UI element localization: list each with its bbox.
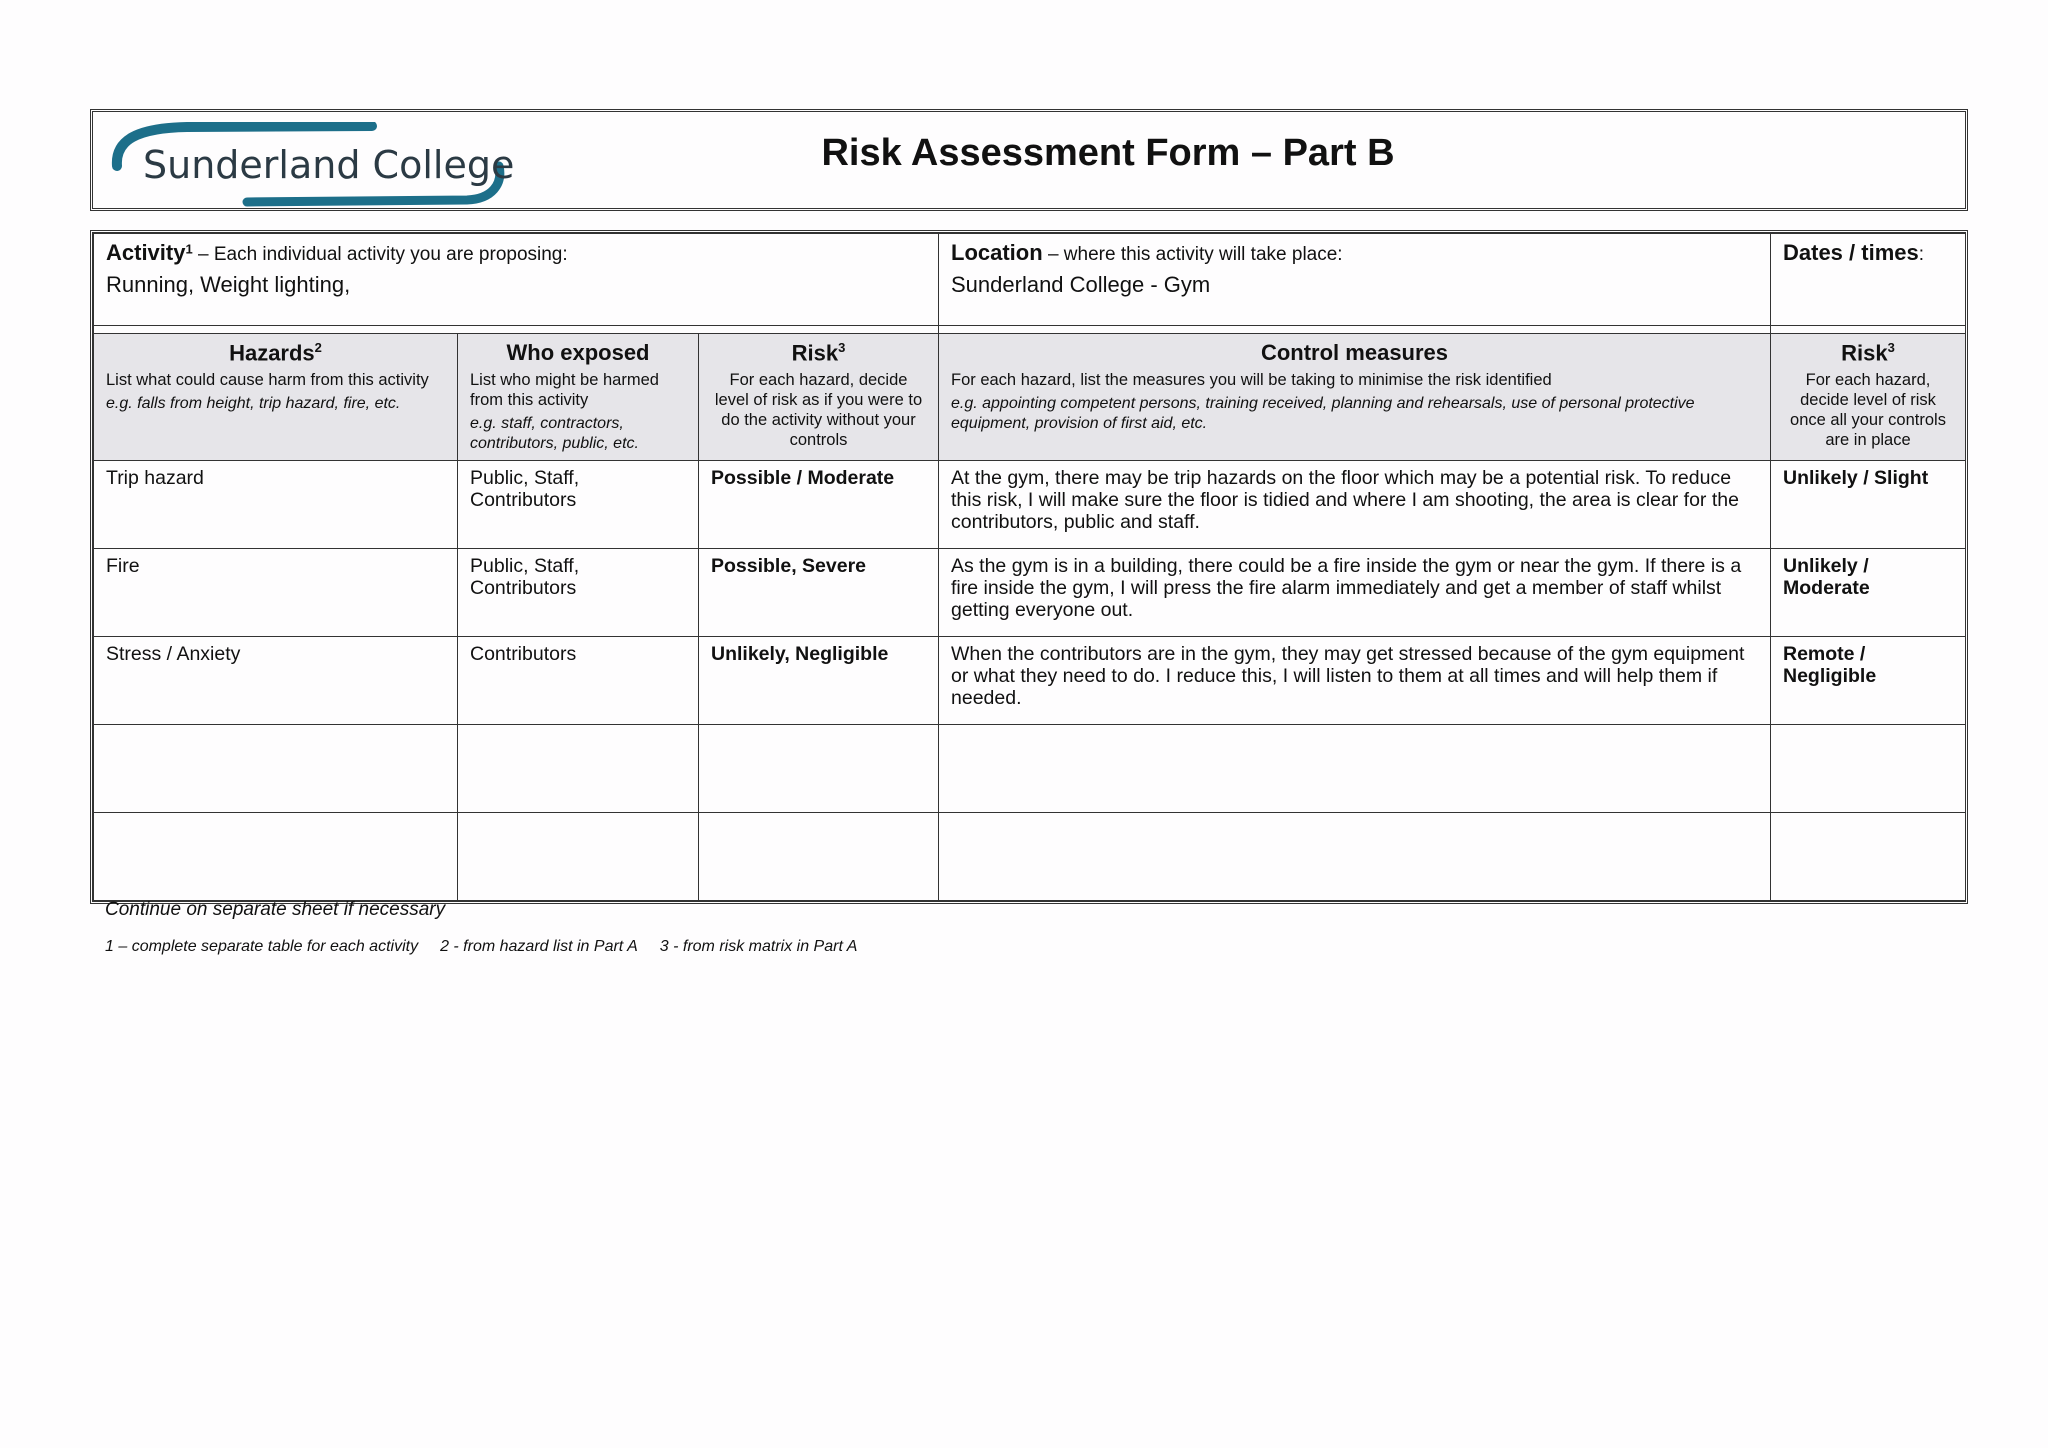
who-cell: Public, Staff, Contributors xyxy=(458,461,699,549)
risk-before-cell: Possible, Severe xyxy=(699,549,939,637)
risk-before-cell: Possible / Moderate xyxy=(699,461,939,549)
activity-value: Running, Weight lighting, xyxy=(106,272,351,297)
dates-cell: Dates / times: xyxy=(1771,234,1966,326)
risk-after-cell: Unlikely / Moderate xyxy=(1771,549,1966,637)
location-label: Location xyxy=(951,240,1043,265)
column-header-control-measures: Control measures For each hazard, list the measures you will be taking to minimise the risk identified e.g. appointing competent persons, training received, planning and rehearsals, use of personal protective equipment, provision of first aid, etc. xyxy=(939,334,1771,461)
risk-before-cell: Unlikely, Negligible xyxy=(699,637,939,725)
activity-cell: Activity$^1$ – Each individual activity you are proposing: Running, Weight lighting, xyxy=(94,234,939,326)
risk-after-cell: Unlikely / Slight xyxy=(1771,461,1966,549)
who-cell: Public, Staff, Contributors xyxy=(458,549,699,637)
activity-hint: – Each individual activity you are proposing: xyxy=(192,244,568,265)
column-header-risk-after: Risk$^3$ For each hazard, decide level of risk once all your controls are in place xyxy=(1771,334,1966,461)
continue-note: Continue on separate sheet if necessary xyxy=(105,899,446,920)
dates-label: Dates / times xyxy=(1783,240,1919,265)
location-hint: – where this activity will take place: xyxy=(1042,244,1343,265)
empty-table-row xyxy=(94,725,1966,813)
logo-text: Sunderland College xyxy=(143,143,515,187)
footnote-2: 2 - from hazard list in Part A xyxy=(440,938,638,955)
table-row xyxy=(94,637,1966,725)
risk-after-cell: Remote / Negligible xyxy=(1771,637,1966,725)
column-header-who-exposed: Who exposed List who might be harmed from this activity e.g. staff, contractors, contributors, public, etc. xyxy=(458,334,699,461)
column-header-hazards: Hazards$^2$ List what could cause harm from this activity e.g. falls from height, trip hazard, fire, etc. xyxy=(94,334,458,461)
form-header xyxy=(90,109,1968,211)
college-logo xyxy=(107,122,517,208)
column-header-risk-before: Risk$^3$ For each hazard, decide level of risk as if you were to do the activity without your controls xyxy=(699,334,939,461)
who-cell: Contributors xyxy=(458,637,699,725)
control-cell: As the gym is in a building, there could be a fire inside the gym or near the gym. If there is a fire inside the gym, I will press the fire alarm immediately and get a member of staff whilst getting everyone out. xyxy=(939,549,1771,637)
footnotes xyxy=(105,938,879,956)
table-row xyxy=(94,461,1966,549)
footnote-3: 3 - from risk matrix in Part A xyxy=(659,938,858,955)
location-value: Sunderland College - Gym xyxy=(951,272,1211,297)
hazard-cell: Stress / Anxiety xyxy=(94,637,458,725)
footnote-1: 1 – complete separate table for each activity xyxy=(105,938,419,955)
hazard-cell: Trip hazard xyxy=(94,461,458,549)
risk-assessment-table xyxy=(90,230,1968,904)
hazard-cell: Fire xyxy=(94,549,458,637)
empty-table-row xyxy=(94,813,1966,901)
page-title: Risk Assessment Form – Part B xyxy=(821,132,1395,174)
control-cell: When the contributors are in the gym, they may get stressed because of the gym equipment or what they need to do. I reduce this, I will listen to them at all times and will help them if needed. xyxy=(939,637,1771,725)
control-cell: At the gym, there may be trip hazards on the floor which may be a potential risk. To reduce this risk, I will make sure the floor is tidied and where I am shooting, the area is clear for the contributors, public and staff. xyxy=(939,461,1771,549)
table-row xyxy=(94,549,1966,637)
activity-label: Activity xyxy=(106,240,186,265)
location-cell xyxy=(939,234,1771,326)
